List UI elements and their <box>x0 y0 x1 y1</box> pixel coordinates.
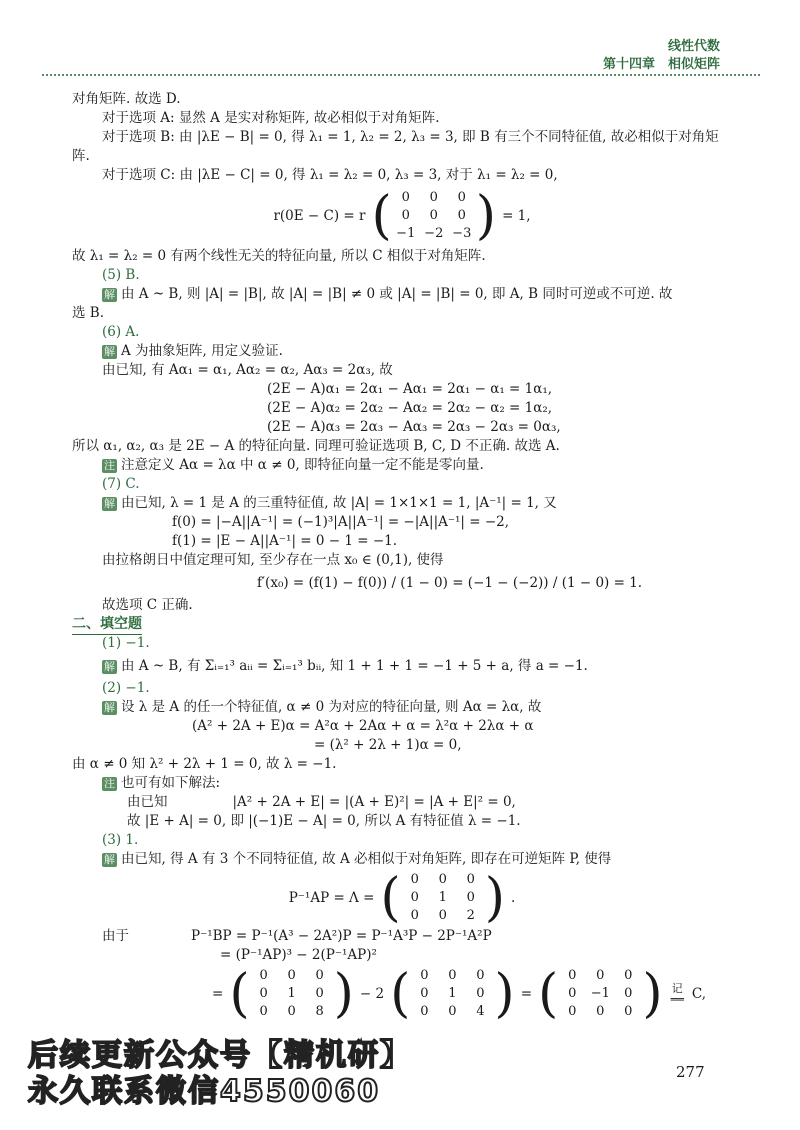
matrix-cell: 0 <box>476 968 485 983</box>
solution-tag: 解 <box>104 701 115 714</box>
matrix-cell: 0 <box>457 208 466 223</box>
matrix-cell: 1 <box>287 986 296 1001</box>
text-line: 由已知, 有 Aα₁ = α₁, Aα₂ = α₂, Aα₃ = 2α₃, 故 <box>102 362 393 378</box>
matrix-cell: 0 <box>410 872 419 887</box>
watermark-line2: 永久联系微信4550060 <box>28 1074 381 1109</box>
section-heading-line <box>72 615 732 634</box>
matrix-cell: 0 <box>259 968 268 983</box>
matrix-lambda: ( 0 0 0 0 1 0 0 0 2 ) <box>380 868 505 928</box>
matrix-cell: 0 <box>429 208 438 223</box>
book-title: 线性代数 <box>667 39 720 54</box>
equation-line: f′(x₀) = (f(1) − f(0)) / (1 − 0) = (−1 − (−2)) / (1 − 0) = 1. <box>257 575 643 591</box>
matrix-cell: 0 <box>448 968 457 983</box>
matrix-cell: 0 <box>457 190 466 205</box>
equation-line: f(0) = |−A||A⁻¹| = (−1)³|A||A⁻¹| = −|A||A⁻¹| = −2, <box>172 514 510 530</box>
matrix-cell: 2 <box>466 908 475 923</box>
matrix-cell: 0 <box>466 872 475 887</box>
matrix-cell: 0 <box>624 968 633 983</box>
text-line: 解 由已知, λ = 1 是 A 的三重特征值, 故 |A| = 1×1×1 = 1, |A⁻¹| = 1, 又 <box>104 495 557 511</box>
matrix-cell: 0 <box>448 1004 457 1019</box>
matrix-0E-minus-C: ( 0 0 0 0 0 0 −1 −2 −3 ) <box>371 186 497 246</box>
solution-tag: 解 <box>104 853 115 866</box>
text-line: 故 λ₁ = λ₂ = 0 有两个线性无关的特征向量, 所以 C 相似于对角矩阵. <box>72 248 486 264</box>
equation-line: (2E − A)α₂ = 2α₂ − Aα₂ = 2α₂ − α₂ = 1α₂, <box>267 400 553 416</box>
matrix-equation: P⁻¹AP = Λ = ( 0 0 0 0 1 0 0 0 2 ) . <box>288 868 516 928</box>
header-divider <box>42 74 760 76</box>
matrix-cell: 0 <box>315 986 324 1001</box>
matrix-equation <box>72 185 732 247</box>
text-line: 选 B. <box>72 305 105 321</box>
matrix-cell: 0 <box>315 968 324 983</box>
answer-label: (3) 1. <box>102 832 139 848</box>
note-tag: 注 <box>104 777 115 790</box>
solution-tag: 解 <box>104 497 115 510</box>
matrix-cell: 0 <box>420 986 429 1001</box>
section-heading: 二、填空题 <box>72 615 142 635</box>
equation-line: 由已知 |A² + 2A + E| = |(A + E)²| = |A + E|² = 0, <box>127 794 516 810</box>
matrix-cell: 0 <box>624 1004 633 1019</box>
text-line: 解 设 λ 是 A 的任一个特征值, α ≠ 0 为对应的特征向量, 则 Aα = λα, 故 <box>104 699 542 715</box>
watermark-line1: 后续更新公众号【精机研】 <box>28 1038 412 1073</box>
equation-line: (2E − A)α₃ = 2α₃ − Aα₃ = 2α₃ − 2α₃ = 0α₃, <box>267 419 561 435</box>
note-line: 注 注意定义 Aα = λα 中 α ≠ 0, 即特征向量一定不能是零向量. <box>104 457 484 473</box>
text-line: 所以 α₁, α₂, α₃ 是 2E − A 的特征向量. 同理可验证选项 B, C, D 不正确. 故选 A. <box>72 438 560 454</box>
text-line: 故 |E + A| = 0, 即 |(−1)E − A| = 0, 所以 A 有特征值 λ = −1. <box>127 813 521 829</box>
text-line: 解 由 A ~ B, 则 |A| = |B|, 故 |A| = |B| ≠ 0 或 |A| = |B| = 0, 即 A, B 同时可逆或不可逆. 故 <box>104 286 673 302</box>
text-line: 阵. <box>72 148 90 164</box>
solution-tag: 解 <box>104 660 115 673</box>
equation-line: f(1) = |E − A||A⁻¹| = 0 − 1 = −1. <box>172 533 398 549</box>
running-header <box>603 38 720 74</box>
matrix-cell: 0 <box>410 908 419 923</box>
matrix-cell: −2 <box>424 226 444 241</box>
matrix-cell: −3 <box>452 226 472 241</box>
equation-line: (A² + 2A + E)α = A²α + 2Aα + α = λ²α + 2λα + α <box>192 718 534 734</box>
matrix-result: ( 0 0 0 0 −1 0 0 0 0 ) <box>538 964 663 1024</box>
note-tag: 注 <box>104 459 115 472</box>
matrix-cell: −1 <box>396 226 416 241</box>
matrix-cell: 0 <box>401 190 410 205</box>
equation-left: P⁻¹AP = Λ = <box>288 889 375 906</box>
matrix-cell: 0 <box>259 1004 268 1019</box>
equation-right: = 1, <box>502 207 531 224</box>
text-line: 解 由已知, 得 A 有 3 个不同特征值, 故 A 必相似于对角矩阵, 即存在可逆矩阵 P, 使得 <box>104 851 612 867</box>
answer-label: (5) B. <box>102 267 140 283</box>
text-line: 由拉格朗日中值定理可知, 至少存在一点 x₀ ∈ (0,1), 使得 <box>102 552 444 568</box>
text-line: 对于选项 B: 由 |λE − B| = 0, 得 λ₁ = 1, λ₂ = 2, λ₃ = 3, 即 B 有三个不同特征值, 故必相似于对角矩 <box>102 129 719 145</box>
text-line: 对于选项 A: 显然 A 是实对称矩阵, 故必相似于对角矩阵. <box>102 110 440 126</box>
matrix-cell: 0 <box>568 986 577 1001</box>
matrix-cell: 0 <box>420 1004 429 1019</box>
answer-label: (7) C. <box>102 476 140 492</box>
matrix-cell: 1 <box>438 890 447 905</box>
equation-line: = (λ² + 2λ + 1)α = 0, <box>314 737 462 753</box>
answer-label: (1) −1. <box>102 635 150 651</box>
text-line: 解 由 A ~ B, 有 Σᵢ₌₁³ aᵢᵢ = Σᵢ₌₁³ bᵢᵢ, 知 1 + 1 + 1 = −1 + 5 + a, 得 a = −1. <box>104 658 588 674</box>
matrix-cell: 0 <box>429 190 438 205</box>
equation-line: (2E − A)α₁ = 2α₁ − Aα₁ = 2α₁ − α₁ = 1α₁, <box>267 381 553 397</box>
matrix-diag-008: ( 0 0 0 0 1 0 0 0 8 ) <box>229 964 354 1024</box>
matrix-cell: 1 <box>448 986 457 1001</box>
chapter-title: 第十四章 相似矩阵 <box>602 57 720 72</box>
matrix-cell: 0 <box>259 986 268 1001</box>
answer-label: (6) A. <box>102 324 140 340</box>
page-number: 277 <box>676 1063 705 1081</box>
text-line: 由 α ≠ 0 知 λ² + 2λ + 1 = 0, 故 λ = −1. <box>72 756 337 772</box>
matrix-cell: −1 <box>590 986 610 1001</box>
matrix-cell: 0 <box>568 1004 577 1019</box>
matrix-cell: 0 <box>287 1004 296 1019</box>
matrix-cell: 0 <box>476 986 485 1001</box>
text-line: 故选项 C 正确. <box>102 597 193 613</box>
answer-label: (2) −1. <box>102 680 150 696</box>
solution-tag: 解 <box>104 288 115 301</box>
equation-line: = (P⁻¹AP)³ − 2(P⁻¹AP)² <box>220 947 377 963</box>
matrix-cell: 0 <box>287 968 296 983</box>
matrix-cell: 0 <box>596 968 605 983</box>
matrix-cell: 0 <box>438 908 447 923</box>
text-line: 解 A 为抽象矩阵, 用定义验证. <box>104 343 283 359</box>
matrix-cell: 4 <box>476 1004 485 1019</box>
matrix-diag-004: ( 0 0 0 0 1 0 0 0 4 ) <box>390 964 515 1024</box>
text-line: 对于选项 C: 由 |λE − C| = 0, 得 λ₁ = λ₂ = 0, λ₃ = 3, 对于 λ₁ = λ₂ = 0, <box>102 167 558 183</box>
equation-line: 由于 P⁻¹BP = P⁻¹(A³ − 2A²)P = P⁻¹A³P − 2P⁻¹A²P <box>102 928 492 944</box>
note-line: 注 也可有如下解法: <box>104 775 221 791</box>
matrix-equation: = ( 0 0 0 0 1 0 0 0 8 ) − 2 ( 0 0 0 0 1 0 0 0 4 ) = ( 0 0 0 0 −1 0 0 0 0 ) 记 ══ C, <box>212 964 706 1024</box>
equation-left: r(0E − C) = r <box>273 207 366 224</box>
matrix-cell: 0 <box>466 890 475 905</box>
matrix-cell: 0 <box>624 986 633 1001</box>
matrix-cell: 0 <box>410 890 419 905</box>
matrix-cell: 0 <box>568 968 577 983</box>
matrix-cell: 0 <box>420 968 429 983</box>
page-body <box>72 90 732 1023</box>
solution-tag: 解 <box>104 345 115 358</box>
matrix-cell: 0 <box>438 872 447 887</box>
text-line: 对角矩阵. 故选 D. <box>72 91 181 107</box>
matrix-cell: 8 <box>315 1004 324 1019</box>
ji-label: 记 <box>671 982 683 995</box>
matrix-cell: 0 <box>401 208 410 223</box>
matrix-cell: 0 <box>596 1004 605 1019</box>
